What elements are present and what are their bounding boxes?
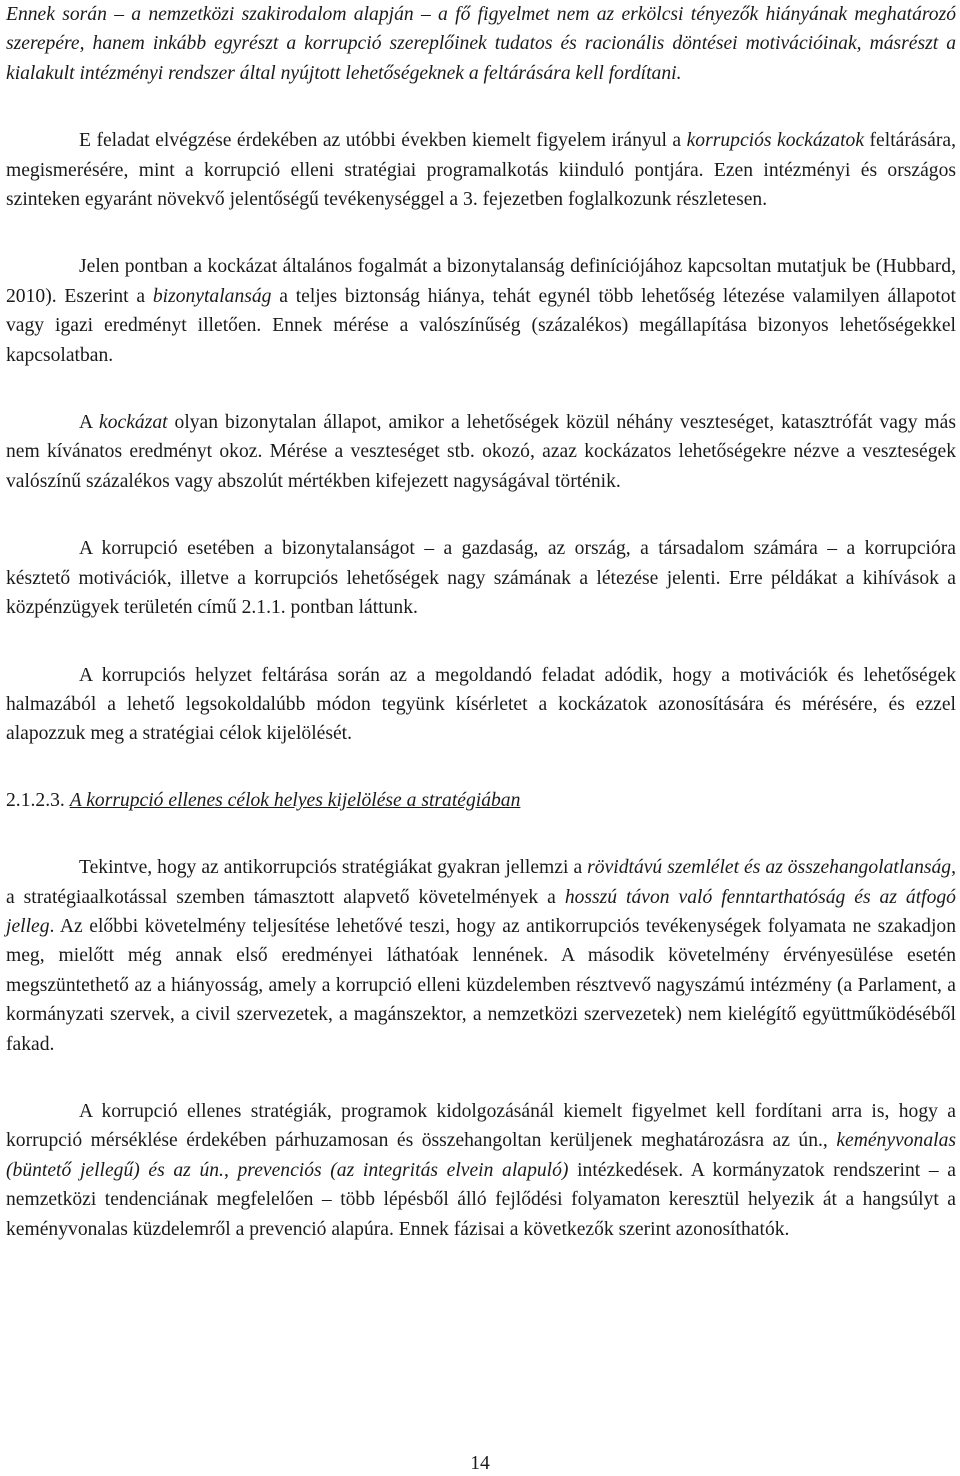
paragraph-2	[6, 126, 956, 214]
p1-text-1: Ennek során	[6, 4, 115, 25]
paragraph-7	[6, 853, 956, 1059]
p5-dash-2: –	[827, 538, 838, 560]
p3-text-1: Jelen pontban a kockázat általános fogalmát a bizonytalanság definíciójához kapcsoltan mutatjuk be (Hubbard, 2010). Eszerint a	[6, 256, 956, 307]
p8-text-4: a nemzetközi tendenciának megfelelően	[6, 1159, 956, 1211]
p8-emphasis-2: prevenciós (az integritás elvein alapuló)	[237, 1159, 569, 1181]
paragraph-1	[6, 0, 956, 88]
paragraph-4	[6, 408, 956, 496]
p7-text-3: . Az előbbi követelmény teljesítése lehetővé teszi, hogy az antikorrupciós tevékenységek folyamata ne szakadjon meg, mielőtt még annak első eredményei láthatóak lennének. A második követelmény érvényesülése esetén megszüntethető az a hiányosság, amely a korrupció elleni küzdelemben résztvevő nagyszámú intézmény (a Parlament, a kormányzati szervek, a civil szervezetek, a magánszektor, a nemzetközi szervezetek) nem kielégítő együttműködéséből fakad.	[6, 915, 956, 1055]
p5-dash-1: –	[424, 538, 435, 560]
p5-text-1: A korrupció esetében a bizonytalanságot	[79, 538, 425, 560]
paragraph-5	[6, 534, 956, 622]
p8-text-2: ,	[223, 1159, 238, 1181]
paragraph-6	[6, 661, 956, 749]
p1-text-3: a fő figyelmet nem az erkölcsi tényezők hiányának meghatározó szerepére, hanem inkább egyrészt a korrupció szereplőinek tudatos és racionális döntései motivációinak, másrészt a kialakult intézményi rendszer által nyújtott lehetőségeknek a feltárására kell fordítani.	[6, 4, 957, 84]
p2-text-1: E feladat elvégzése érdekében az utóbbi években kiemelt figyelem irányul a	[79, 130, 687, 152]
p5-text-2: a gazdaság, az ország, a társadalom számára	[434, 538, 828, 560]
p4-emphasis: kockázat	[99, 412, 168, 434]
p8-dash-1: –	[928, 1159, 939, 1181]
p8-emphasis-1: keményvonalas (büntető jellegű) és az ún.	[6, 1130, 956, 1181]
p2-text-2: feltárására, megismerésére, mint a korrupció elleni stratégiai programalkotás kiinduló pontjára. Ezen intézményi és országos szinteken egyaránt növekvő jelentőségű tevékenységgel a 3. fejezetben foglalkozunk részletesen.	[6, 130, 957, 211]
paragraph-3	[6, 252, 956, 370]
p7-text-2: , a stratégiaalkotással szemben támasztott alapvető követelmények a	[6, 857, 956, 908]
document-page	[6, 0, 956, 1244]
p8-text-1: A korrupció ellenes stratégiák, programok kidolgozásánál kiemelt figyelmet kell fordítani arra is, hogy a korrupció mérséklése érdekében párhuzamosan és összehangoltan kerüljenek meghatározásra az ún.,	[6, 1100, 956, 1152]
p1-dash-2: –	[420, 4, 431, 25]
p3-text-2: a teljes biztonság hiánya, tehát egynél több lehetőség létezése valamilyen állapotot vagy igazi eredményt illetően. Ennek mérése a valószínűség (százalékos) megállapítása bizonyos lehetőségekkel kapcsolatban.	[6, 285, 956, 366]
page-number: 14	[470, 1453, 490, 1474]
p3-emphasis: bizonytalanság	[152, 285, 272, 307]
p4-text-2: olyan bizonytalan állapot, amikor a lehetőségek közül néhány veszteséget, katasztrófát vagy más nem kívánatos eredményt okoz. Mérése a veszteséget stb. okozó, azaz kockázatos lehetőségekre nézve a veszteségek valószínű százalékos vagy abszolút mértékben kifejezett nagyságával történik.	[6, 412, 956, 492]
section-title: A korrupció ellenes célok helyes kijelölése a stratégiában	[69, 789, 521, 811]
paragraph-8	[6, 1097, 956, 1244]
p7-emphasis-2: hosszú távon való fenntarthatóság és az átfogó jelleg	[6, 886, 956, 937]
p8-dash-2: –	[321, 1189, 332, 1211]
p4-text-1: A	[79, 412, 100, 434]
p8-text-3: intézkedések. A kormányzatok rendszerint	[568, 1159, 929, 1181]
p1-dash-1: –	[114, 4, 124, 25]
section-number: 2.1.2.3.	[6, 789, 65, 811]
p5-text-3: a korrupcióra késztető motivációk, illetve a korrupciós lehetőségek nagy számának a létezése jelenti. Erre példákat a kihívások a közpénzügyek területén című 2.1.1. pontban láttunk.	[6, 538, 957, 619]
p6-text-1: A korrupciós helyzet feltárása során az a megoldandó feladat adódik, hogy a motivációk és lehetőségek halmazából a lehető legsokoldalúbb módon tegyünk kísérletet a kockázatok azonosítására és mérésére, és ezzel alapozzuk meg a stratégiai célok kijelölését.	[6, 664, 956, 745]
p7-text-1: Tekintve, hogy az antikorrupciós stratégiákat gyakran jellemzi a	[79, 857, 588, 879]
section-heading	[6, 786, 956, 815]
p1-text-2: a nemzetközi szakirodalom alapján	[123, 4, 421, 25]
p8-text-5: több lépésből álló fejlődési folyamaton keresztül helyezik át a hangsúlyt a keményvonalas küzdelemről a prevenció alapúra. Ennek fázisai a következők szerint azonosíthatók.	[6, 1189, 956, 1240]
p2-emphasis: korrupciós kockázatok	[686, 130, 865, 152]
p7-emphasis-1: rövidtávú szemlélet és az összehangolatlanság	[587, 857, 952, 879]
